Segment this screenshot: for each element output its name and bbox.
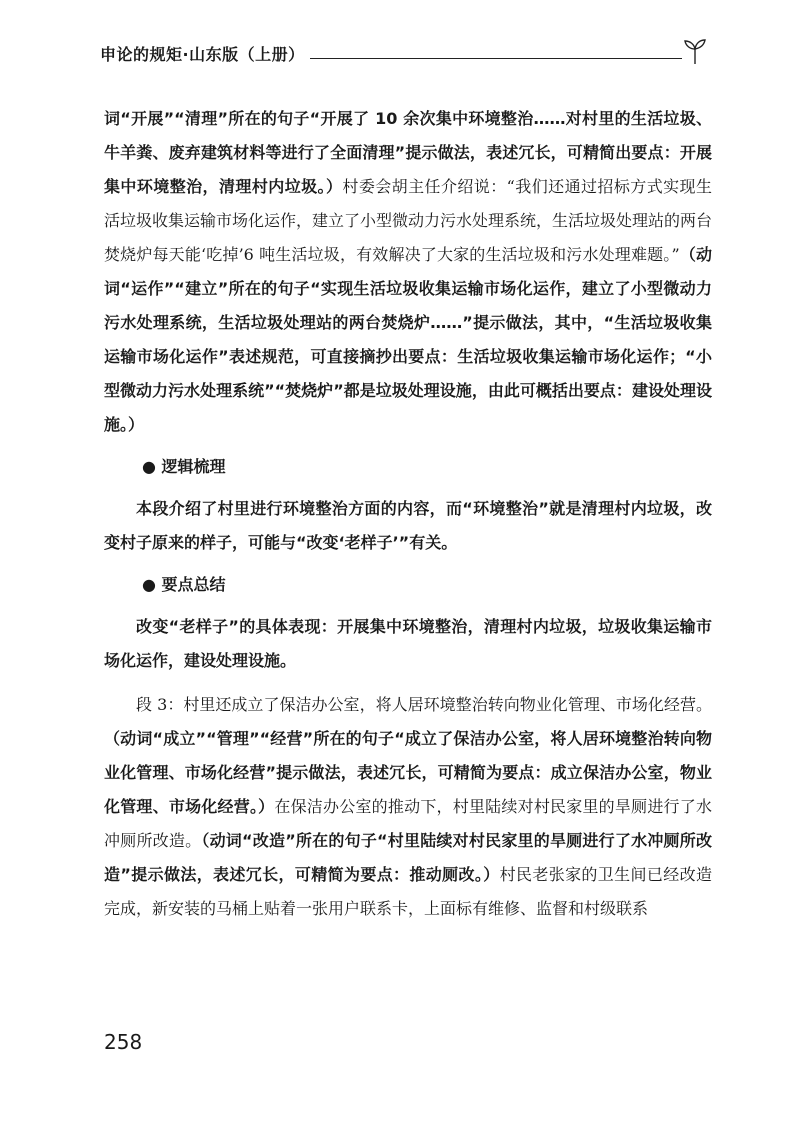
- paragraph-logic: 本段介绍了村里进行环境整治方面的内容，而“环境整治”就是清理村内垃圾，改变村子原来的样子，可能与“改变‘老样子’”有关。: [104, 499, 712, 552]
- page-content: [104, 102, 712, 926]
- paragraph-3: [104, 688, 712, 926]
- running-header: [100, 36, 708, 66]
- paragraph-summary: 改变“老样子”的具体表现：开展集中环境整治，清理村内垃圾，垃圾收集运输市场化运作，建设处理设施。: [104, 617, 712, 670]
- page-number: 258: [104, 1030, 143, 1054]
- heading-summary: ● 要点总结: [142, 575, 226, 594]
- sprout-icon: [682, 36, 708, 66]
- annotation-text: （动词“改造”所在的句子“村里陆续对村民家里的旱厕进行了水冲厕所改造”提示做法，表述冗长，可精简为要点：推动厕改。）: [104, 831, 712, 884]
- quoted-text: 村委会胡主任介绍说：“我们还通过招标方式实现生活垃圾收集运输市场化运作，建立了小型微动力污水处理系统，生活垃圾处理站的两台焚烧炉每天能‘吃掉’6 吨生活垃圾，有效解决了大家的生活垃圾和污水处理难题。”: [104, 177, 713, 264]
- annotation-text: 词“开展”“清理”所在的句子“开展了 10 余次集中环境整治……对村里的生活垃圾、牛羊粪、废弃建筑材料等进行了全面清理”提示做法，表述冗长，可精简出要点：开展集中环境整治，清理村内垃圾。）: [104, 109, 712, 196]
- header-rule: [310, 58, 682, 59]
- paragraph-1: [104, 102, 712, 442]
- quoted-text: 在保洁办公室的推动下，村里陆续对村民家里的旱厕进行了水冲厕所改造。: [104, 797, 712, 850]
- quoted-text: 村民老张家的卫生间已经改造完成，新安装的马桶上贴着一张用户联系卡，上面标有维修、监督和村级联系: [104, 865, 712, 918]
- annotation-text: （动词“运作”“建立”所在的句子“实现生活垃圾收集运输市场化运作，建立了小型微动力污水处理系统，生活垃圾处理站的两台焚烧炉……”提示做法，其中，“生活垃圾收集运输市场化运作”表述规范，可直接摘抄出要点：生活垃圾收集运输市场化运作；“小型微动力污水处理系统”“焚烧炉”都是垃圾处理设施，由此可概括出要点：建设处理设施。）: [104, 245, 712, 434]
- annotation-text: （动词“成立”“管理”“经营”所在的句子“成立了保洁办公室，将人居环境整治转向物业化管理、市场化经营”提示做法，表述冗长，可精简为要点：成立保洁办公室，物业化管理、市场化经营。）: [104, 729, 712, 816]
- quoted-text: 段 3：村里还成立了保洁办公室，将人居环境整治转向物业化管理、市场化经营。: [136, 695, 712, 714]
- book-title: 申论的规矩·山东版（上册）: [100, 45, 305, 64]
- heading-logic: ● 逻辑梳理: [142, 457, 226, 476]
